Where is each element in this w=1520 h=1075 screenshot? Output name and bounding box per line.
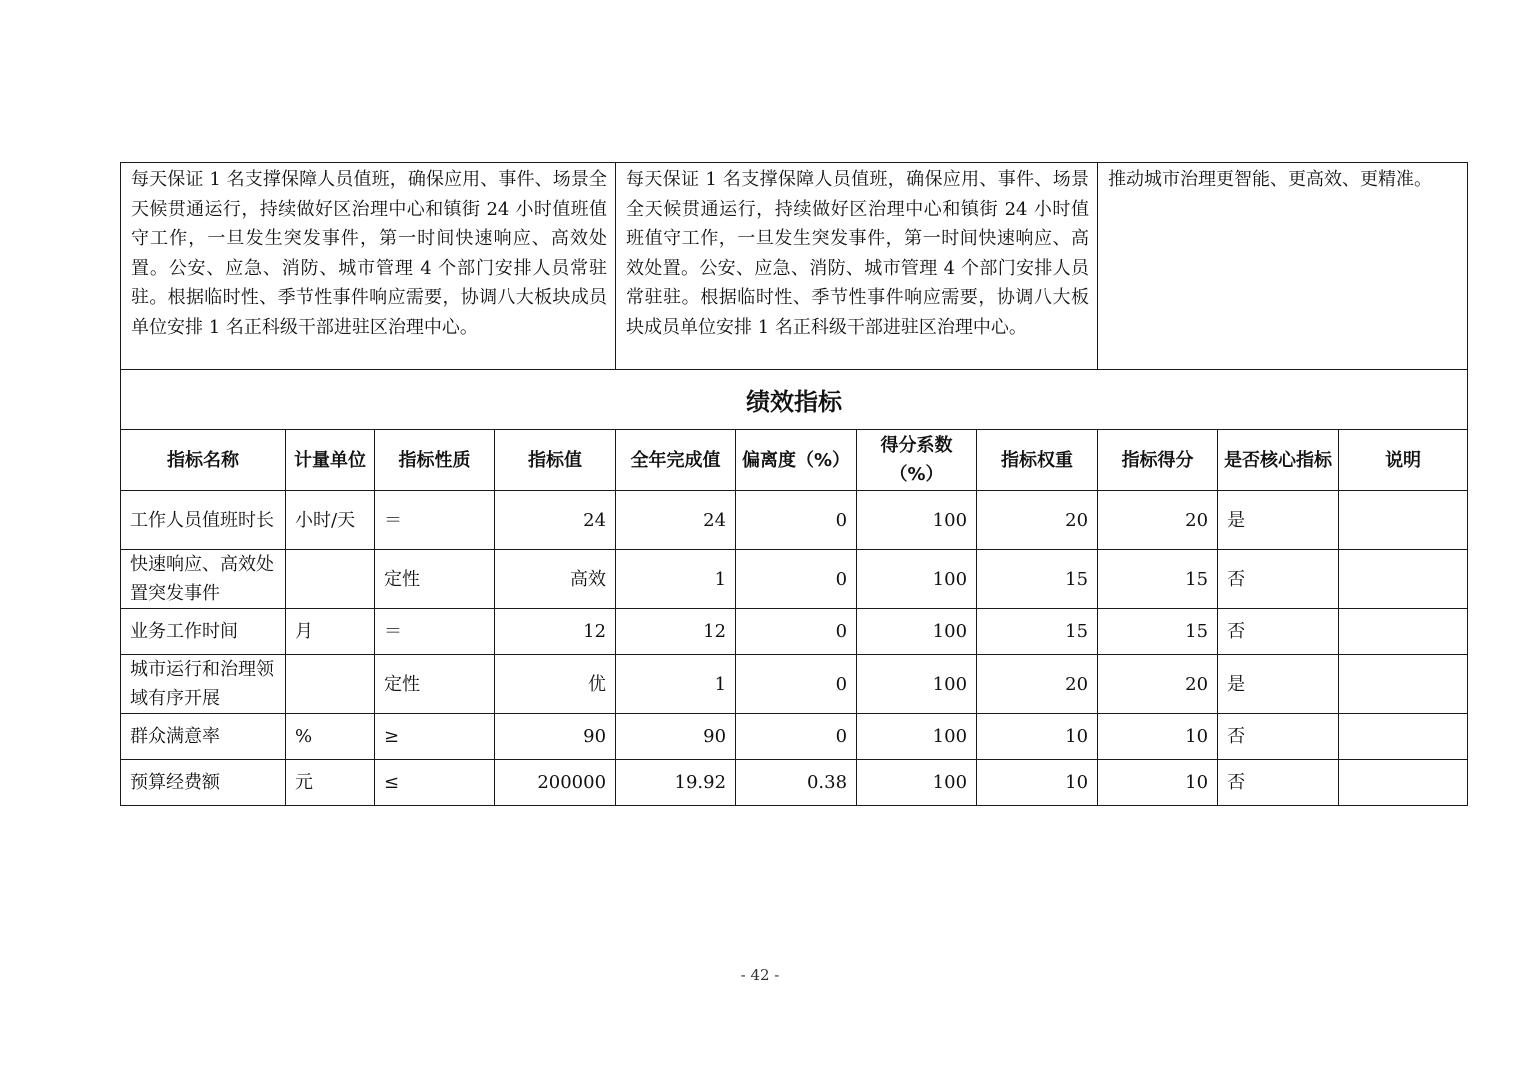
cell-note	[1339, 609, 1468, 655]
header-value: 指标值	[495, 430, 616, 491]
cell-value: 24	[495, 491, 616, 550]
cell-weight: 20	[977, 491, 1098, 550]
header-note: 说明	[1339, 430, 1468, 491]
cell-note	[1339, 655, 1468, 714]
header-weight: 指标权重	[977, 430, 1098, 491]
cell-note	[1339, 550, 1468, 609]
cell-name: 城市运行和治理领域有序开展	[121, 655, 286, 714]
cell-note	[1339, 760, 1468, 806]
cell-name: 预算经费额	[121, 760, 286, 806]
cell-unit: %	[286, 714, 375, 760]
cell-value: 高效	[495, 550, 616, 609]
cell-score: 10	[1098, 760, 1218, 806]
table-row	[121, 655, 1468, 714]
cell-unit	[286, 655, 375, 714]
cell-deviation: 0	[736, 714, 857, 760]
cell-nature: 定性	[375, 550, 495, 609]
cell-core: 否	[1218, 760, 1339, 806]
cell-nature: ＝	[375, 609, 495, 655]
goal-text-col3: 推动城市治理更智能、更高效、更精准。	[1098, 163, 1468, 370]
cell-name: 快速响应、高效处置突发事件	[121, 550, 286, 609]
cell-note	[1339, 491, 1468, 550]
cell-nature: 定性	[375, 655, 495, 714]
cell-completed: 12	[616, 609, 736, 655]
cell-deviation: 0.38	[736, 760, 857, 806]
cell-nature: ＝	[375, 491, 495, 550]
cell-unit	[286, 550, 375, 609]
cell-completed: 1	[616, 550, 736, 609]
cell-coefficient: 100	[857, 655, 977, 714]
page-number: - 42 -	[740, 966, 780, 984]
cell-score: 20	[1098, 491, 1218, 550]
cell-unit: 小时/天	[286, 491, 375, 550]
cell-name: 业务工作时间	[121, 609, 286, 655]
table-row	[121, 550, 1468, 609]
cell-unit: 元	[286, 760, 375, 806]
cell-note	[1339, 714, 1468, 760]
cell-weight: 15	[977, 550, 1098, 609]
cell-coefficient: 100	[857, 760, 977, 806]
header-score: 指标得分	[1098, 430, 1218, 491]
table-header-row	[121, 430, 1468, 491]
cell-score: 15	[1098, 550, 1218, 609]
cell-deviation: 0	[736, 655, 857, 714]
cell-completed: 24	[616, 491, 736, 550]
cell-coefficient: 100	[857, 714, 977, 760]
cell-coefficient: 100	[857, 550, 977, 609]
cell-name: 群众满意率	[121, 714, 286, 760]
cell-weight: 20	[977, 655, 1098, 714]
table-row	[121, 609, 1468, 655]
performance-table	[120, 162, 1468, 806]
cell-score: 15	[1098, 609, 1218, 655]
header-name: 指标名称	[121, 430, 286, 491]
section-title-row	[121, 370, 1468, 430]
cell-deviation: 0	[736, 609, 857, 655]
cell-core: 是	[1218, 655, 1339, 714]
cell-core: 否	[1218, 550, 1339, 609]
header-core: 是否核心指标	[1218, 430, 1339, 491]
header-coefficient: 得分系数（%）	[857, 430, 977, 491]
cell-value: 优	[495, 655, 616, 714]
cell-score: 10	[1098, 714, 1218, 760]
cell-value: 12	[495, 609, 616, 655]
cell-coefficient: 100	[857, 491, 977, 550]
header-unit: 计量单位	[286, 430, 375, 491]
header-nature: 指标性质	[375, 430, 495, 491]
cell-weight: 10	[977, 760, 1098, 806]
cell-core: 否	[1218, 714, 1339, 760]
table-row	[121, 491, 1468, 550]
cell-coefficient: 100	[857, 609, 977, 655]
cell-nature: ≤	[375, 760, 495, 806]
cell-core: 否	[1218, 609, 1339, 655]
table-row	[121, 760, 1468, 806]
cell-value: 200000	[495, 760, 616, 806]
cell-completed: 1	[616, 655, 736, 714]
goal-text-row	[121, 163, 1468, 370]
cell-core: 是	[1218, 491, 1339, 550]
cell-score: 20	[1098, 655, 1218, 714]
cell-deviation: 0	[736, 550, 857, 609]
header-completed: 全年完成值	[616, 430, 736, 491]
cell-nature: ≥	[375, 714, 495, 760]
section-title: 绩效指标	[121, 370, 1468, 430]
goal-text-col2: 每天保证 1 名支撑保障人员值班，确保应用、事件、场景全天候贯通运行，持续做好区治理中心和镇街 24 小时值班值守工作，一旦发生突发事件，第一时间快速响应、高效处置。公安、应急、消防、城市管理 4 个部门安排人员常驻驻。根据临时性、季节性事件响应需要，协调八大板块成员单位安排 1 名正科级干部进驻区治理中心。	[616, 163, 1098, 370]
cell-value: 90	[495, 714, 616, 760]
cell-completed: 19.92	[616, 760, 736, 806]
cell-completed: 90	[616, 714, 736, 760]
cell-deviation: 0	[736, 491, 857, 550]
cell-name: 工作人员值班时长	[121, 491, 286, 550]
cell-weight: 15	[977, 609, 1098, 655]
header-deviation: 偏离度（%）	[736, 430, 857, 491]
cell-unit: 月	[286, 609, 375, 655]
cell-weight: 10	[977, 714, 1098, 760]
goal-text-col1: 每天保证 1 名支撑保障人员值班，确保应用、事件、场景全天候贯通运行，持续做好区治理中心和镇街 24 小时值班值守工作，一旦发生突发事件，第一时间快速响应、高效处置。公安、应急、消防、城市管理 4 个部门安排人员常驻驻。根据临时性、季节性事件响应需要，协调八大板块成员单位安排 1 名正科级干部进驻区治理中心。	[121, 163, 616, 370]
table-row	[121, 714, 1468, 760]
